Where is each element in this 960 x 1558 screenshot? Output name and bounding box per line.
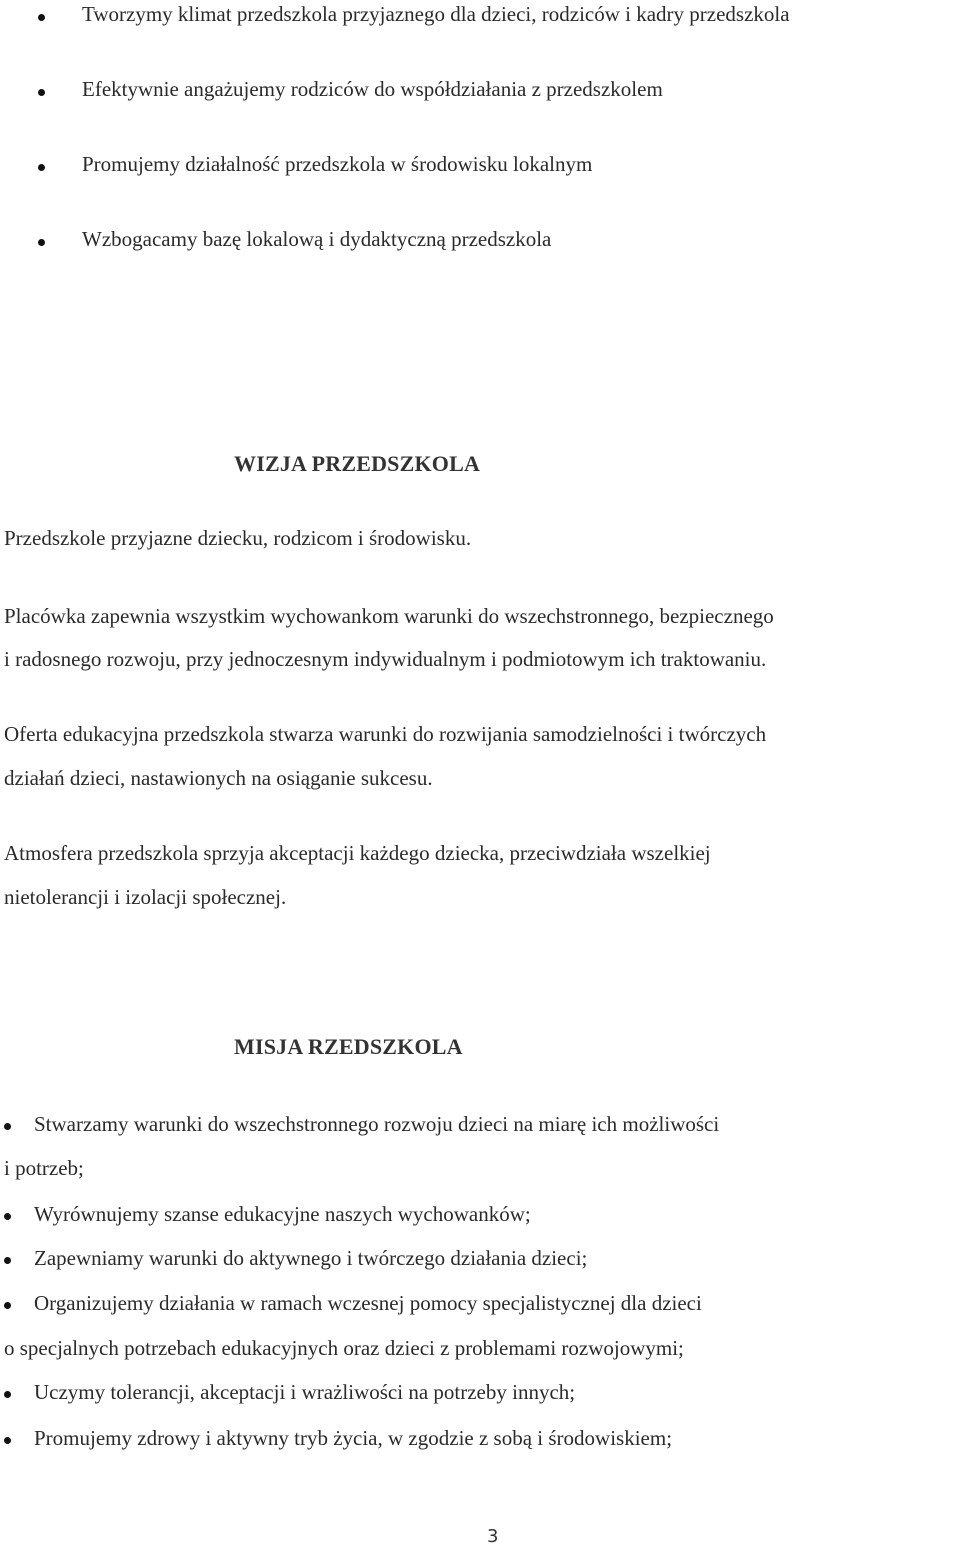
mission-list-item: Organizujemy działania w ramach wczesnej pomocy specjalistycznej dla dzieci: [34, 1291, 702, 1315]
page-number: 3: [487, 1526, 499, 1547]
mission-list-item-continuation: i potrzeb;: [4, 1156, 84, 1180]
mission-list-item-continuation: o specjalnych potrzebach edukacyjnych oraz dzieci z problemami rozwojowymi;: [4, 1336, 684, 1360]
bullet-icon: [4, 1213, 11, 1220]
bullet-icon: [38, 89, 45, 96]
mission-list-item: Wyrównujemy szanse edukacyjne naszych wychowanków;: [34, 1202, 531, 1226]
mission-list-item: Promujemy zdrowy i aktywny tryb życia, w zgodzie z sobą i środowiskiem;: [34, 1426, 673, 1450]
mission-list-item: Uczymy tolerancji, akceptacji i wrażliwości na potrzeby innych;: [34, 1380, 576, 1404]
vision-heading: WIZJA PRZEDSZKOLA: [234, 451, 481, 476]
bullet-icon: [38, 239, 45, 246]
mission-list-item: Stwarzamy warunki do wszechstronnego rozwoju dzieci na miarę ich możliwości: [34, 1112, 720, 1136]
bullet-icon: [4, 1391, 11, 1398]
bullet-icon: [38, 164, 45, 171]
bullet-icon: [4, 1437, 11, 1444]
list-item: Efektywnie angażujemy rodziców do współdziałania z przedszkolem: [82, 77, 663, 101]
list-item: Tworzymy klimat przedszkola przyjaznego dla dzieci, rodziców i kadry przedszkola: [82, 2, 790, 26]
bullet-icon: [4, 1123, 11, 1130]
bullet-icon: [4, 1302, 11, 1309]
vision-paragraph-line: Przedszkole przyjazne dziecku, rodzicom i środowisku.: [4, 526, 472, 550]
vision-paragraph-line: Atmosfera przedszkola sprzyja akceptacji każdego dziecka, przeciwdziała wszelkiej: [4, 841, 711, 865]
vision-paragraph-line: Oferta edukacyjna przedszkola stwarza warunki do rozwijania samodzielności i twórczych: [4, 722, 767, 746]
mission-list-item: Zapewniamy warunki do aktywnego i twórczego działania dzieci;: [34, 1246, 588, 1270]
mission-heading: MISJA RZEDSZKOLA: [234, 1034, 463, 1059]
vision-paragraph-line: nietolerancji i izolacji społecznej.: [4, 885, 287, 909]
list-item: Promujemy działalność przedszkola w środowisku lokalnym: [82, 152, 593, 176]
list-item: Wzbogacamy bazę lokalową i dydaktyczną przedszkola: [82, 227, 552, 251]
vision-paragraph-line: działań dzieci, nastawionych na osiąganie sukcesu.: [4, 766, 433, 790]
bullet-icon: [38, 14, 45, 21]
bullet-icon: [4, 1257, 11, 1264]
vision-paragraph-line: i radosnego rozwoju, przy jednoczesnym indywidualnym i podmiotowym ich traktowaniu.: [4, 647, 767, 671]
vision-paragraph-line: Placówka zapewnia wszystkim wychowankom warunki do wszechstronnego, bezpiecznego: [4, 604, 774, 628]
